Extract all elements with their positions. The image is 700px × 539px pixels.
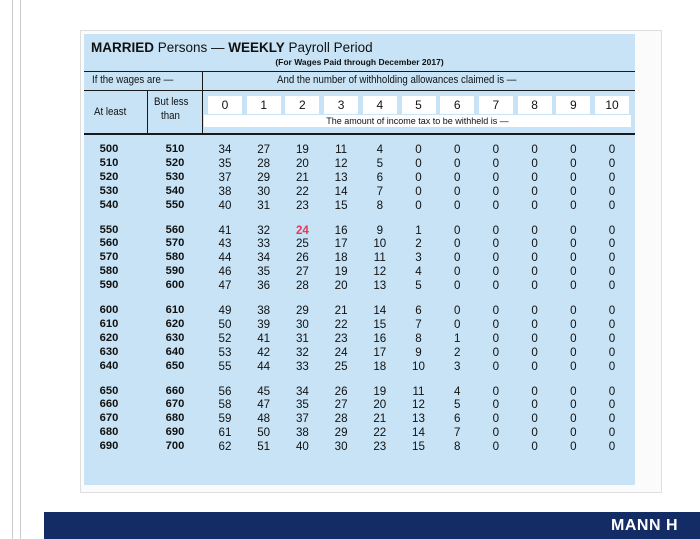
tax-cell: 47: [218, 279, 232, 293]
tax-cell: 0: [608, 440, 616, 454]
tax-cell: 15: [373, 317, 387, 331]
tax-cell: 9: [415, 345, 422, 359]
tax-cell: 0: [570, 384, 577, 398]
tax-cell: 32: [295, 345, 309, 359]
tax-cell: 0: [531, 359, 538, 373]
tax-cell: 2: [415, 237, 422, 251]
tax-cell: 0: [415, 198, 422, 212]
tax-cell: 0: [531, 279, 538, 293]
wage-at-least: 590: [99, 279, 119, 292]
footer-bar: [44, 512, 700, 539]
tax-cell: 32: [257, 223, 271, 237]
tax-cell: 0: [492, 156, 500, 170]
tax-cell: 56: [218, 384, 232, 398]
tax-cell: 0: [492, 251, 500, 265]
tax-cell: 0: [608, 184, 616, 198]
tax-cell: 30: [334, 440, 348, 454]
tax-cell: 7: [376, 184, 384, 198]
tax-cell: 0: [453, 198, 461, 212]
tax-cell: 30: [295, 317, 309, 331]
tax-cell: 0: [492, 398, 500, 412]
tax-cell: 0: [531, 304, 538, 317]
tax-cell: 0: [453, 184, 461, 198]
tax-cell: 45: [257, 384, 271, 398]
tax-cell: 0: [453, 317, 461, 331]
at-least-header: At least: [94, 106, 127, 118]
tax-cell: 0: [608, 345, 616, 359]
wage-at-least: 680: [99, 426, 119, 439]
allowance-col-1: 1: [247, 96, 281, 114]
tax-cell: 16: [334, 223, 348, 237]
header-rule-bottom: [84, 133, 635, 135]
tax-cell: 43: [218, 237, 232, 251]
tax-cell: 9: [376, 223, 384, 237]
wage-at-least: 660: [99, 398, 119, 411]
tax-cell: 22: [295, 184, 309, 198]
header-divider-atleast: [147, 90, 148, 133]
tax-cell: 0: [570, 251, 577, 265]
tax-cell: 34: [218, 143, 232, 156]
tax-cell: 18: [373, 359, 387, 373]
tax-cell: 0: [570, 317, 577, 331]
tax-cell: 10: [412, 359, 425, 373]
tax-cell: 2: [453, 345, 461, 359]
tax-cell: 41: [257, 331, 271, 345]
wage-at-least: 500: [99, 143, 119, 155]
tax-cell: 0: [453, 156, 461, 170]
tax-cell: 13: [373, 279, 387, 293]
tax-cell: 51: [257, 440, 271, 454]
tax-cell: 0: [608, 237, 616, 251]
tax-cell: 25: [295, 237, 309, 251]
tax-cell: 0: [608, 265, 616, 279]
allowance-col-0: 0: [208, 96, 242, 114]
wage-but-less: 580: [165, 251, 185, 264]
tax-cell: 0: [608, 398, 616, 412]
tax-cell: 0: [608, 331, 616, 345]
tax-cell: 40: [295, 440, 309, 454]
wage-but-less: 670: [165, 398, 185, 411]
table-subtitle: (For Wages Paid through December 2017): [275, 57, 444, 67]
tax-cell: 50: [218, 317, 232, 331]
header-rule-top: [84, 71, 635, 72]
wage-but-less: 610: [165, 304, 185, 316]
tax-cell: 0: [531, 331, 538, 345]
tax-cell: 12: [373, 265, 387, 279]
tax-cell: 27: [334, 398, 348, 412]
tax-cell: 0: [608, 359, 616, 373]
than-header: than: [161, 110, 180, 122]
tax-cell: 14: [412, 426, 425, 440]
tax-cell: 0: [492, 331, 500, 345]
tax-cell: 26: [295, 251, 309, 265]
tax-cell: 29: [334, 426, 348, 440]
wage-but-less: 700: [165, 440, 185, 453]
but-less-header: But less: [154, 96, 189, 108]
tax-cell: 6: [415, 304, 422, 317]
tax-cell: 0: [492, 279, 500, 293]
tax-cell: 37: [295, 412, 309, 426]
tax-cell: 15: [412, 440, 425, 454]
wage-but-less: 600: [165, 279, 185, 292]
tax-cell: 18: [334, 251, 348, 265]
tax-cell: 62: [218, 440, 232, 454]
wage-but-less: 540: [165, 184, 185, 197]
tax-cell: 23: [334, 331, 348, 345]
tax-cell: 33: [257, 237, 271, 251]
allowance-col-9: 9: [556, 96, 590, 114]
tax-cell: 24: [334, 345, 348, 359]
tax-cell: 28: [334, 412, 348, 426]
tax-cell: 38: [295, 426, 309, 440]
allowance-col-2: 2: [285, 96, 319, 114]
tax-cell: 27: [295, 265, 309, 279]
tax-cell: 0: [531, 237, 538, 251]
tax-cell: 34: [257, 251, 271, 265]
wage-at-least: 690: [99, 440, 119, 453]
allowance-col-5: 5: [402, 96, 436, 114]
tax-cell: 21: [334, 304, 348, 317]
tax-cell: 4: [376, 143, 384, 156]
tax-cell: 8: [415, 331, 422, 345]
tax-cell: 0: [492, 440, 500, 454]
wage-but-less: 510: [165, 143, 185, 155]
tax-cell: 5: [376, 156, 384, 170]
tax-cell: 0: [531, 345, 538, 359]
wage-at-least: 570: [99, 251, 119, 264]
tax-cell: 0: [608, 279, 616, 293]
tax-cell: 0: [608, 251, 616, 265]
wage-but-less: 680: [165, 412, 185, 425]
tax-cell: 30: [257, 184, 271, 198]
tax-cell: 50: [257, 426, 271, 440]
tax-cell: 0: [492, 426, 500, 440]
wage-at-least: 580: [99, 265, 119, 278]
footer-brand-text: MANN H: [611, 517, 678, 534]
wages-header: If the wages are —: [92, 74, 174, 86]
tax-cell: 13: [334, 170, 348, 184]
tax-cell: 0: [608, 198, 616, 212]
tax-cell: 10: [373, 237, 387, 251]
tax-cell: 53: [218, 345, 232, 359]
tax-cell: 42: [257, 345, 271, 359]
withholding-table: [84, 34, 635, 485]
allowance-col-7: 7: [479, 96, 513, 114]
tax-cell-highlighted: 24: [295, 223, 309, 237]
header-divider-wages: [202, 71, 203, 133]
tax-cell: 0: [531, 426, 538, 440]
tax-cell: 0: [531, 412, 538, 426]
tax-cell: 28: [295, 279, 309, 293]
tax-cell: 0: [492, 198, 500, 212]
wage-but-less: 690: [165, 426, 185, 439]
tax-cell: 20: [334, 279, 348, 293]
tax-cell: 11: [373, 251, 386, 265]
tax-cell: 4: [415, 265, 422, 279]
tax-cell: 16: [373, 331, 387, 345]
tax-cell: 0: [453, 251, 461, 265]
tax-cell: 0: [570, 331, 577, 345]
wage-but-less: 650: [165, 359, 185, 372]
tax-cell: 0: [608, 156, 616, 170]
tax-cell: 58: [218, 398, 232, 412]
tax-cell: 0: [492, 317, 500, 331]
wage-at-least: 630: [99, 345, 119, 358]
tax-cell: 8: [453, 440, 461, 454]
wage-at-least: 510: [99, 156, 119, 169]
tax-cell: 0: [492, 384, 500, 398]
wage-at-least: 560: [99, 237, 119, 250]
allowance-col-8: 8: [518, 96, 552, 114]
tax-cell: 61: [218, 426, 232, 440]
tax-cell: 34: [295, 384, 309, 398]
tax-cell: 0: [492, 170, 500, 184]
tax-cell: 0: [608, 223, 616, 237]
tax-cell: 29: [257, 170, 271, 184]
tax-cell: 0: [453, 143, 461, 156]
tax-cell: 4: [453, 384, 461, 398]
tax-cell: 0: [570, 223, 577, 237]
tax-cell: 47: [257, 398, 271, 412]
wage-at-least: 540: [99, 198, 119, 211]
tax-cell: 0: [531, 398, 538, 412]
tax-cell: 14: [334, 184, 348, 198]
tax-cell: 0: [492, 412, 500, 426]
wage-but-less: 550: [165, 198, 185, 211]
tax-cell: 20: [295, 156, 309, 170]
tax-caption: The amount of income tax to be withheld is —: [204, 115, 631, 127]
tax-cell: 0: [492, 265, 500, 279]
tax-cell: 26: [334, 384, 348, 398]
tax-cell: 0: [453, 223, 461, 237]
tax-cell: 0: [492, 345, 500, 359]
tax-cell: 0: [531, 223, 538, 237]
wage-but-less: 660: [165, 384, 185, 397]
tax-cell: 11: [335, 143, 348, 156]
allowance-col-3: 3: [324, 96, 358, 114]
tax-cell: 0: [608, 143, 616, 156]
allowances-header: And the number of withholding allowances claimed is —: [277, 74, 517, 86]
tax-cell: 0: [608, 412, 616, 426]
tax-cell: 0: [570, 143, 577, 156]
tax-cell: 19: [295, 143, 309, 156]
left-border-rule: [12, 0, 13, 539]
wage-at-least: 520: [99, 170, 119, 183]
wage-at-least: 530: [99, 184, 119, 197]
tax-cell: 29: [295, 304, 309, 317]
tax-cell: 0: [453, 265, 461, 279]
tax-cell: 0: [608, 426, 616, 440]
tax-cell: 0: [492, 184, 500, 198]
allowance-col-6: 6: [440, 96, 474, 114]
tax-cell: 14: [373, 304, 387, 317]
tax-cell: 0: [531, 143, 538, 156]
tax-cell: 0: [531, 251, 538, 265]
tax-cell: 0: [492, 359, 500, 373]
tax-cell: 35: [218, 156, 232, 170]
tax-cell: 25: [334, 359, 348, 373]
tax-cell: 0: [531, 265, 538, 279]
table-title: MARRIED Persons — WEEKLY Payroll Period: [91, 40, 373, 55]
tax-cell: 11: [412, 384, 425, 398]
tax-cell: 0: [570, 412, 577, 426]
tax-cell: 20: [373, 398, 387, 412]
tax-cell: 0: [608, 317, 616, 331]
wage-at-least: 670: [99, 412, 119, 425]
allowance-col-10: 10: [595, 96, 629, 114]
tax-cell: 6: [376, 170, 384, 184]
tax-cell: 0: [531, 198, 538, 212]
tax-cell: 0: [570, 184, 577, 198]
tax-cell: 15: [334, 198, 348, 212]
tax-cell: 0: [531, 440, 538, 454]
wage-but-less: 570: [165, 237, 185, 250]
wage-but-less: 560: [165, 223, 185, 236]
tax-cell: 0: [531, 384, 538, 398]
wage-but-less: 530: [165, 170, 185, 183]
tax-cell: 0: [570, 359, 577, 373]
tax-cell: 1: [415, 223, 422, 237]
tax-cell: 33: [295, 359, 309, 373]
tax-cell: 31: [295, 331, 309, 345]
tax-cell: 12: [334, 156, 348, 170]
tax-cell: 0: [570, 198, 577, 212]
tax-cell: 39: [257, 317, 271, 331]
tax-cell: 27: [257, 143, 271, 156]
tax-cell: 31: [257, 198, 271, 212]
tax-cell: 0: [570, 170, 577, 184]
wage-at-least: 610: [99, 317, 119, 330]
tax-cell: 22: [334, 317, 348, 331]
tax-cell: 19: [373, 384, 387, 398]
tax-cell: 21: [295, 170, 309, 184]
tax-cell: 0: [570, 345, 577, 359]
tax-cell: 59: [218, 412, 232, 426]
tax-cell: 0: [492, 223, 500, 237]
wage-at-least: 550: [99, 223, 119, 236]
tax-cell: 0: [570, 440, 577, 454]
tax-cell: 0: [570, 398, 577, 412]
tax-cell: 0: [492, 143, 500, 156]
tax-cell: 0: [453, 279, 461, 293]
tax-cell: 37: [218, 170, 232, 184]
tax-cell: 23: [295, 198, 309, 212]
tax-cell: 0: [570, 237, 577, 251]
tax-cell: 35: [257, 265, 271, 279]
tax-cell: 7: [453, 426, 461, 440]
tax-cell: 5: [453, 398, 461, 412]
tax-cell: 49: [218, 304, 232, 317]
tax-cell: 0: [453, 170, 461, 184]
tax-cell: 0: [492, 237, 500, 251]
tax-cell: 0: [608, 304, 616, 317]
tax-cell: 21: [373, 412, 387, 426]
tax-cell: 44: [257, 359, 271, 373]
wage-but-less: 520: [165, 156, 185, 169]
tax-cell: 0: [570, 426, 577, 440]
tax-cell: 0: [492, 304, 500, 317]
tax-cell: 17: [373, 345, 387, 359]
wage-at-least: 640: [99, 359, 119, 372]
tax-cell: 28: [257, 156, 271, 170]
tax-cell: 0: [531, 156, 538, 170]
tax-cell: 35: [295, 398, 309, 412]
tax-cell: 0: [415, 143, 422, 156]
wage-at-least: 600: [99, 304, 119, 316]
tax-cell: 23: [373, 440, 387, 454]
tax-cell: 0: [415, 156, 422, 170]
tax-cell: 0: [608, 170, 616, 184]
tax-cell: 48: [257, 412, 271, 426]
tax-cell: 44: [218, 251, 232, 265]
tax-cell: 46: [218, 265, 232, 279]
wage-but-less: 630: [165, 331, 185, 344]
wage-at-least: 650: [99, 384, 119, 397]
tax-cell: 0: [415, 170, 422, 184]
tax-cell: 52: [218, 331, 232, 345]
tax-cell: 7: [415, 317, 422, 331]
tax-cell: 3: [453, 359, 461, 373]
header-rule-mid: [84, 90, 635, 91]
tax-cell: 55: [218, 359, 232, 373]
tax-cell: 5: [415, 279, 422, 293]
wage-but-less: 640: [165, 345, 185, 358]
tax-cell: 17: [334, 237, 348, 251]
tax-cell: 6: [453, 412, 461, 426]
tax-cell: 0: [453, 304, 461, 317]
tax-cell: 0: [608, 384, 616, 398]
tax-cell: 41: [218, 223, 232, 237]
tax-cell: 19: [334, 265, 348, 279]
tax-cell: 38: [218, 184, 232, 198]
wage-at-least: 620: [99, 331, 119, 344]
tax-cell: 0: [453, 237, 461, 251]
tax-cell: 36: [257, 279, 271, 293]
tax-cell: 40: [218, 198, 232, 212]
tax-cell: 13: [412, 412, 425, 426]
tax-cell: 0: [570, 156, 577, 170]
tax-cell: 12: [412, 398, 425, 412]
tax-cell: 0: [415, 184, 422, 198]
tax-cell: 0: [570, 265, 577, 279]
tax-cell: 0: [531, 170, 538, 184]
tax-cell: 0: [531, 184, 538, 198]
tax-cell: 1: [453, 331, 461, 345]
tax-cell: 8: [376, 198, 384, 212]
tax-cell: 0: [570, 279, 577, 293]
left-border-rule-inner: [20, 0, 21, 539]
tax-cell: 0: [531, 317, 538, 331]
tax-cell: 3: [415, 251, 422, 265]
tax-cell: 0: [570, 304, 577, 317]
tax-cell: 22: [373, 426, 387, 440]
allowance-col-4: 4: [363, 96, 397, 114]
wage-but-less: 590: [165, 265, 185, 278]
tax-cell: 38: [257, 304, 271, 317]
wage-but-less: 620: [165, 317, 185, 330]
